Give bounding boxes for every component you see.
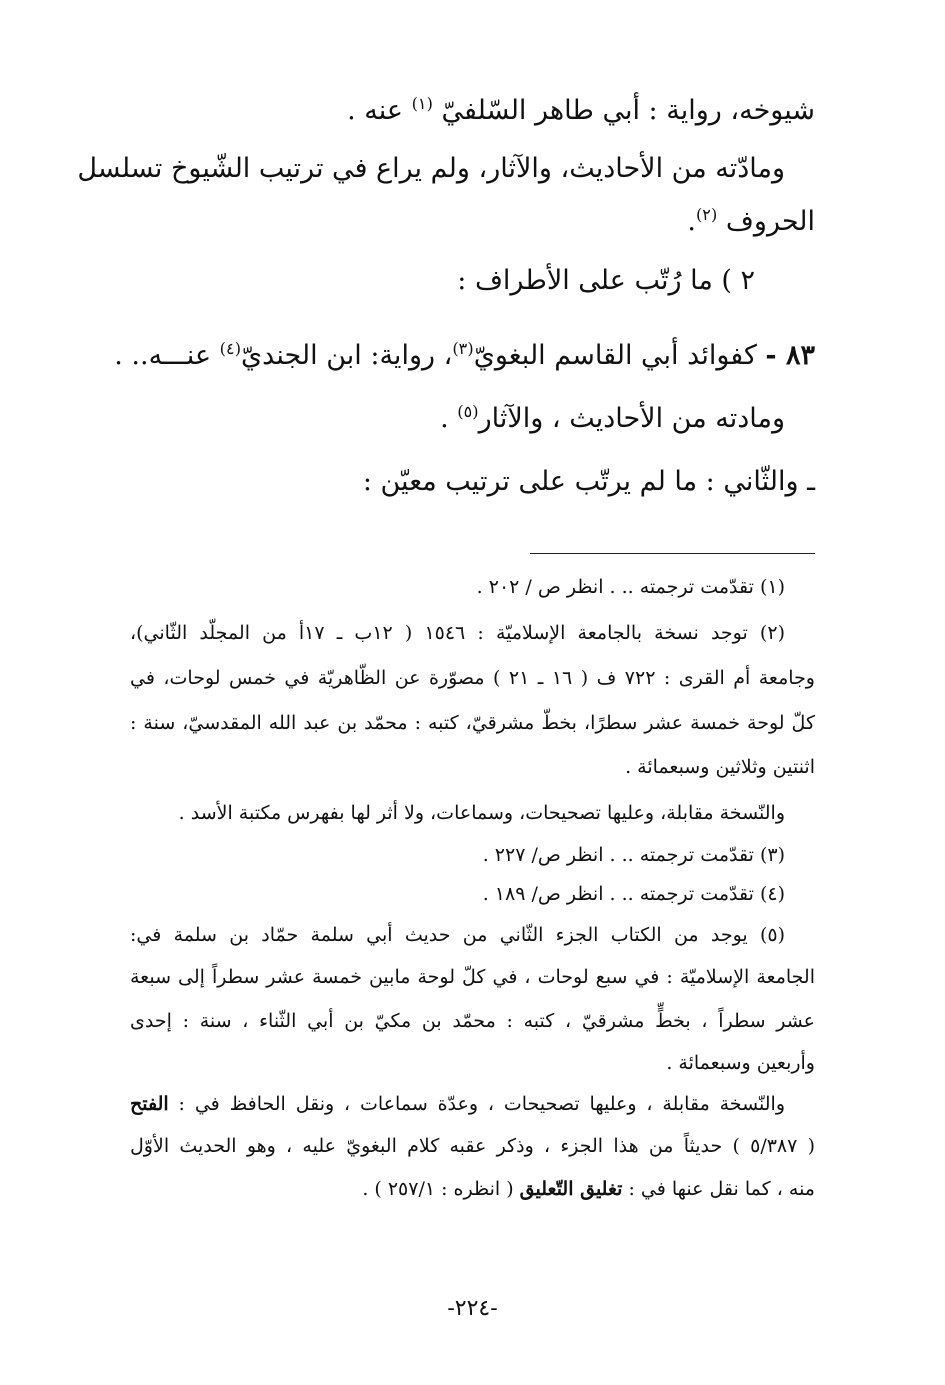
text-span: ، رواية: ابن الجنديّ [241,340,453,371]
footnote-5-line-5 [130,1095,815,1114]
footnote-ref-2: (٢) [695,205,718,224]
entry-number: ٨٣ - [765,340,815,371]
footnote-5-line-3: عشر سطراً ، بخطٍّ مشرقيّ ، كتبه : محمّد بن مكيّ بن أبي الثّناء ، سنة : إحدى [130,1010,815,1032]
text-span: الحروف [717,206,815,237]
section-heading: ٢ ) ما رُتّب على الأطراف : [457,265,755,296]
footnote-4: (٤) تقدّمت ترجمته .. . انظر ص/ ١٨٩ . [482,883,785,905]
text-span: ومادته من الأحاديث ، والآثار [478,403,785,434]
text-span: . [687,206,696,237]
text-span: عنه . [347,95,412,126]
footnote-5-line-4: وأربعين وسبعمائة . [666,1052,815,1074]
text-span: شيوخه، رواية : أبي طاهر السّلفيّ [432,95,815,126]
footnote-2-line-4: اثنتين وثلاثين وسبعمائة . [625,756,815,778]
footnote-5-line-7 [130,1180,815,1199]
main-line-3 [130,205,815,237]
text-span: ( انظره : ٢٥٧/١ ) . [362,1178,520,1200]
page-number: -٢٢٤- [447,1296,498,1321]
text-span: منه ، كما نقل عنها في : [622,1178,815,1200]
footnote-ref-3: (٣) [452,339,474,358]
footnote-1: (١) تقدّمت ترجمته .. . انظر ص / ٢٠٢ . [476,576,785,598]
text-span: والنّسخة مقابلة ، وعليها تصحيحات ، وعدّة سماعات ، ونقل الحافظ في : [168,1093,785,1115]
footnote-separator [530,553,815,554]
footnote-2-line-5: والنّسخة مقابلة، وعليها تصحيحات، وسماعات، ولا أثر لها بفهرس مكتبة الأسد . [178,802,785,824]
book-title-taghliq: تغليق التّعليق [519,1178,623,1200]
footnote-5-line-2: الجامعة الإسلاميّة : في سبع لوحات ، في كلّ لوحة مابين خمسة عشر سطراً إلى سبعة [130,966,815,988]
footnote-3: (٣) تقدّمت ترجمته .. . انظر ص/ ٢٢٧ . [482,844,785,866]
main-line-entry-83 [114,339,815,371]
text-span: كفوائد أبي القاسم البغويّ [473,340,766,371]
footnote-2-line-2: وجامعة أم القرى : ٧٢٢ ف ( ١٦ ـ ٢١ ) مصوّرة عن الظّاهريّة في خمس لوحات، في [130,667,815,689]
main-line-6 [130,402,815,434]
main-line-1 [130,94,815,126]
book-title-fath: الفتح [130,1093,169,1115]
footnote-ref-4: (٤) [219,339,242,358]
footnote-ref-5: (٥) [457,402,479,421]
footnote-5-line-1: (٥) يوجد من الكتاب الجزء الثّاني من حديث أبي سلمة حمّاد بن سلمة في: [130,924,785,946]
text-span: عنـــه.. . [114,340,220,371]
main-line-7: ـ والثّاني : ما لم يرتّب على ترتيب معيّن : [362,466,815,497]
footnote-2-line-3: كلّ لوحة خمسة عشر سطرًا، بخطّ مشرقيّ، كتبه : محمّد بن عبد الله المقدسيّ، سنة : [130,712,815,734]
text-span: . [440,403,458,434]
footnote-2-line-1: (٢) توجد نسخة بالجامعة الإسلاميّة : ١٥٤٦ ( ١٢ب ـ ١٧أ من المجلّد الثّاني)، [130,622,785,644]
footnote-5-line-6: ( ٥/٣٨٧ ) حديثاً من هذا الجزء ، وذكر عقبه كلام البغويّ عليه ، وهو الحديث الأوّل [130,1135,816,1157]
main-line-2: ومادّته من الأحاديث، والآثار، ولم يراع في ترتيب الشّيوخ تسلسل [77,153,785,184]
footnote-ref-1: (١) [411,94,433,113]
